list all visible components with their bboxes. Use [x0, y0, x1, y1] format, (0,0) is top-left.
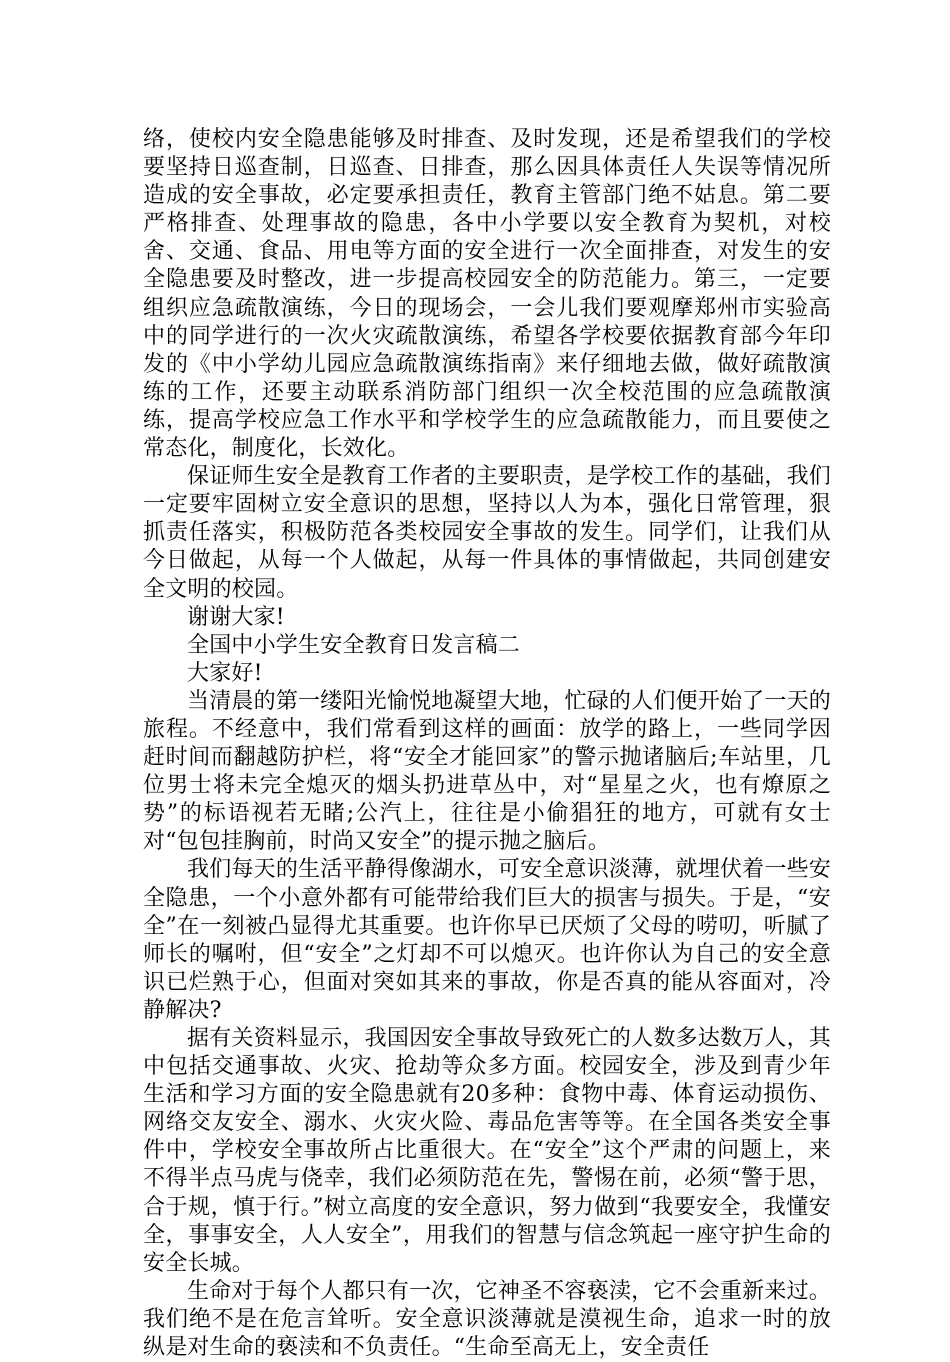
paragraph-safety-duty: 保证师生安全是教育工作者的主要职责，是学校工作的基础，我们一定要牢固树立安全意识的思想，坚持以人为本，强化日常管理，狠抓责任落实，积极防范各类校园安全事故的发生。同学们，让我们从今日做起，从每一个人做起，从每一件具体的事情做起，共同创建安全文明的校园。 — [143, 464, 831, 602]
paragraph-daily-life: 我们每天的生活平静得像湖水，可安全意识淡薄，就埋伏着一些安全隐患，一个小意外都有可能带给我们巨大的损害与损失。于是，“安全”在一刻被凸显得尤其重要。也许你早已厌烦了父母的唠叨，听腻了师长的嘱咐，但“安全”之灯却不可以熄灭。也许你认为自己的安全意识已烂熟于心，但面对突如其来的事故，你是否真的能从容面对，冷静解决? — [143, 857, 831, 1023]
paragraph-greeting: 大家好! — [187, 660, 263, 686]
paragraph-morning-scenes: 当清晨的第一缕阳光愉悦地凝望大地，忙碌的人们便开始了一天的旅程。不经意中，我们常看到这样的画面：放学的路上，一些同学因赶时间而翻越防护栏，将“安全才能回家”的警示抛诸脑后;车站里，几位男士将未完全熄灭的烟头扔进草丛中，对“星星之火，也有燎原之势”的标语视若无睹;公汽上，往往是小偷猖狂的地方，可就有女士对“包包挂胸前，时尚又安全”的提示抛之脑后。 — [143, 688, 831, 855]
paragraph-statistics: 据有关资料显示，我国因安全事故导致死亡的人数多达数万人，其中包括交通事故、火灾、抢劫等众多方面。校园安全，涉及到青少年生活和学习方面的安全隐患就有20多种：食物中毒、体育运动损伤、网络交友安全、溺水、火灾火险、毒品危害等等。在全国各类安全事件中，学校安全事故所占比重很大。在“安全”这个严肃的问题上，来不得半点马虎与侥幸，我们必须防范在先，警惕在前，必须“警于思，合于规，慎于行。”树立高度的安全意识，努力做到“我要安全，我懂安全，事事安全，人人安全”，用我们的智慧与信念筑起一座守护生命的安全长城。 — [143, 1026, 831, 1276]
section-title: 全国中小学生安全教育日发言稿二 — [187, 632, 521, 658]
paragraph-continuation: 络，使校内安全隐患能够及时排查、及时发现，还是希望我们的学校要坚持日巡查制，日巡查、日排查，那么因具体责任人失误等情况所造成的安全事故，必定要承担责任，教育主管部门绝不姑息。第二要严格排查、处理事故的隐患，各中小学要以安全教育为契机，对校舍、交通、食品、用电等方面的安全进行一次全面排查，对发生的安全隐患要及时整改，进一步提高校园安全的防范能力。第三，一定要组织应急疏散演练，今日的现场会，一会儿我们要观摩郑州市实验高中的同学进行的一次火灾疏散演练，希望各学校要依据教育部今年印发的《中小学幼儿园应急疏散演练指南》来仔细地去做，做好疏散演练的工作，还要主动联系消防部门组织一次全校范围的应急疏散演练，提高学校应急工作水平和学校学生的应急疏散能力，而且要使之常态化，制度化，长效化。 — [143, 127, 831, 462]
paragraph-thanks: 谢谢大家! — [187, 604, 285, 630]
document-page — [143, 126, 831, 1362]
paragraph-life-once: 生命对于每个人都只有一次，它神圣不容亵渎，它不会重新来过。我们绝不是在危言耸听。安全意识淡薄就是漠视生命，追求一时的放纵是对生命的亵渎和不负责任。“生命至高无上，安全责任 — [143, 1278, 831, 1361]
